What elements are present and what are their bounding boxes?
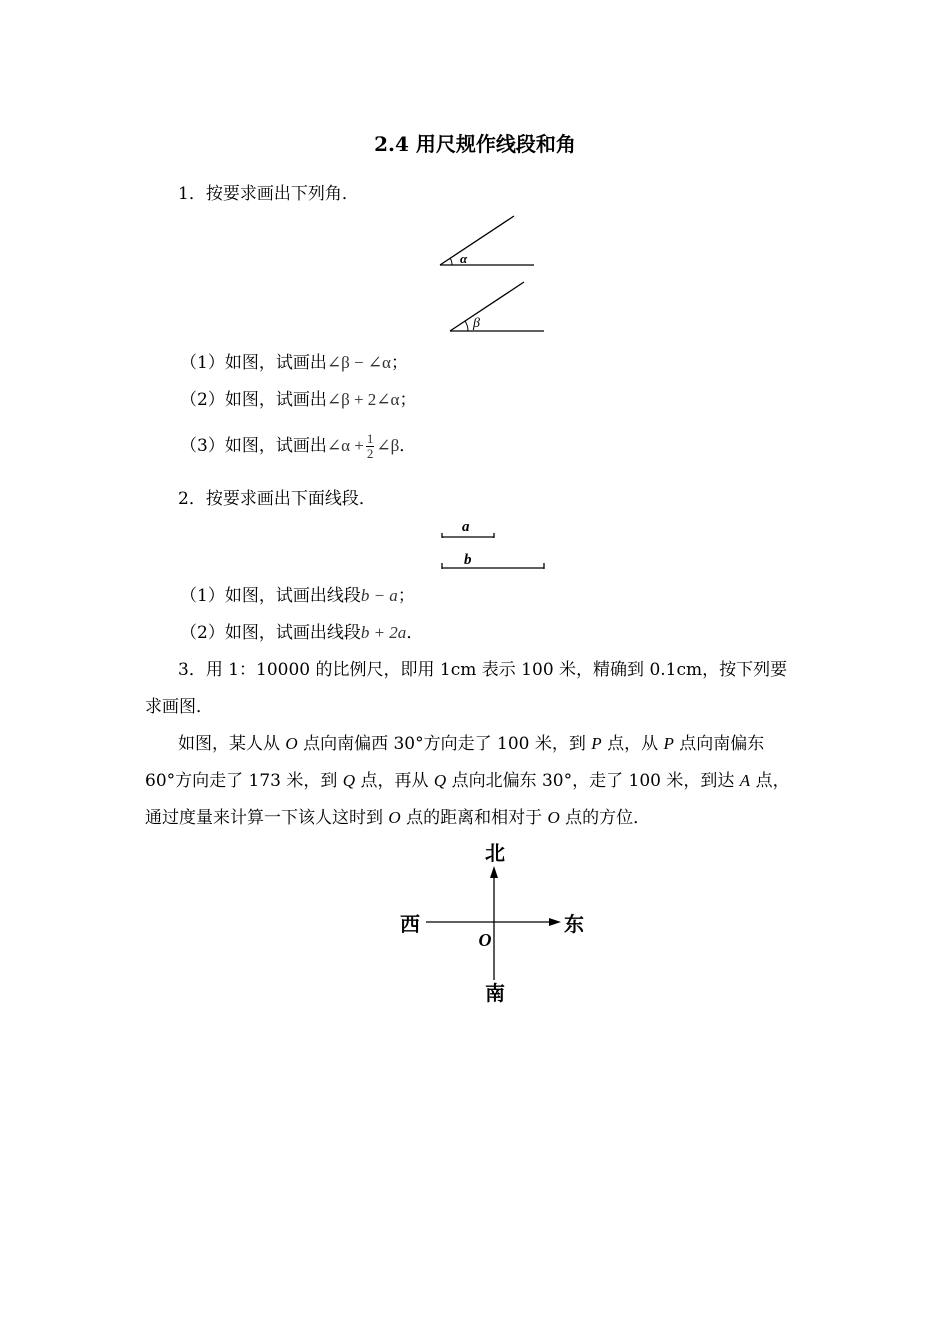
angle-beta-figure — [446, 280, 556, 338]
var-run: Q — [433, 771, 447, 790]
q1-item-3-fraction — [366, 432, 375, 461]
angle-beta-label: β — [473, 316, 480, 331]
angle-alpha-slant-ray — [440, 216, 514, 265]
q3-paragraph-line-2 — [145, 770, 790, 792]
var-run: O — [285, 734, 298, 753]
compass-east-arrowhead — [549, 918, 561, 926]
compass-west-label: 西 — [400, 912, 420, 936]
q2-item-1 — [180, 585, 415, 607]
compass-south-label: 南 — [485, 981, 505, 1005]
compass-origin-label: O — [478, 930, 492, 950]
q1-item-3-suffix: ． — [399, 436, 417, 456]
text-run: 点的距离和相对于 — [400, 808, 548, 828]
var-run: O — [547, 808, 560, 827]
q1-item-2-suffix: ； — [399, 390, 417, 410]
angle-beta-slant-ray — [450, 282, 524, 331]
q3-line-2: 求画图． — [145, 697, 213, 717]
segment-figure — [438, 515, 550, 573]
q2-stem: 2．按要求画出下面线段． — [178, 489, 376, 509]
var-run: A — [739, 771, 751, 790]
q1-item-2-prefix: （2）如图，试画出 — [180, 390, 327, 410]
fraction-numerator: 1 — [366, 431, 374, 446]
angle-alpha-label: α — [460, 251, 468, 266]
q2-item-2-expr: b + 2a — [360, 623, 407, 642]
compass-east-label: 东 — [564, 912, 584, 936]
q1-item-3-prefix: （3）如图，试画出 — [180, 436, 327, 456]
angle-alpha-figure — [436, 212, 546, 272]
q2-item-1-prefix: （1）如图，试画出线段 — [180, 586, 361, 606]
text-run: 点，再从 — [355, 771, 434, 791]
q1-item-1-prefix: （1）如图，试画出 — [180, 353, 327, 373]
text-run: 如图，某人从 — [178, 734, 286, 754]
var-run: P — [663, 734, 674, 753]
compass-north-label: 北 — [485, 841, 505, 865]
text-run: 点向南偏西 30°方向走了 100 米，到 — [297, 734, 592, 754]
text-run: 点， — [750, 771, 790, 791]
q1-item-3-expr-a: ∠α + — [326, 436, 364, 455]
page-title: 2.4 用尺规作线段和角 — [374, 132, 576, 156]
q1-item-1-suffix: ； — [390, 353, 408, 373]
q2-item-2-suffix: ． — [406, 623, 424, 643]
q2-item-1-expr: b − a — [360, 586, 398, 605]
var-run: P — [591, 734, 602, 753]
var-run: Q — [342, 771, 356, 790]
text-run: 点向南偏东 — [673, 734, 765, 754]
q1-item-3 — [180, 426, 416, 466]
text-run: 点的方位． — [559, 808, 651, 828]
q3-paragraph-line-1 — [178, 733, 764, 755]
segment-a-label: a — [462, 519, 470, 535]
q1-item-2 — [180, 389, 416, 411]
text-run: 点向北偏东 30°，走了 100 米，到达 — [446, 771, 740, 791]
q3-line-1: 3．用 1：10000 的比例尺，即用 1cm 表示 100 米，精确到 0.1cm，按下列要 — [178, 660, 788, 680]
var-run: O — [388, 808, 401, 827]
q1-item-2-expr: ∠β + 2∠α — [326, 390, 400, 409]
q2-item-2-prefix: （2）如图，试画出线段 — [180, 623, 361, 643]
q1-item-3-expr-b: ∠β — [376, 436, 400, 455]
angle-beta-arc — [465, 321, 468, 331]
text-run: 点，从 — [601, 734, 664, 754]
text-run: 通过度量来计算一下该人这时到 — [145, 808, 389, 828]
compass-north-arrowhead — [490, 866, 498, 878]
q3-paragraph-line-3 — [145, 807, 650, 829]
q1-item-1 — [180, 352, 408, 374]
q1-item-1-expr: ∠β − ∠α — [326, 353, 391, 372]
fraction-denominator: 2 — [366, 446, 374, 461]
segment-b-label: b — [464, 552, 472, 568]
q1-stem: 1．按要求画出下列角． — [178, 184, 359, 204]
text-run: 60°方向走了 173 米，到 — [145, 771, 343, 791]
q2-item-2 — [180, 622, 423, 644]
q2-item-1-suffix: ； — [397, 586, 415, 606]
angle-alpha-arc — [450, 258, 452, 265]
compass-figure — [394, 838, 594, 1008]
